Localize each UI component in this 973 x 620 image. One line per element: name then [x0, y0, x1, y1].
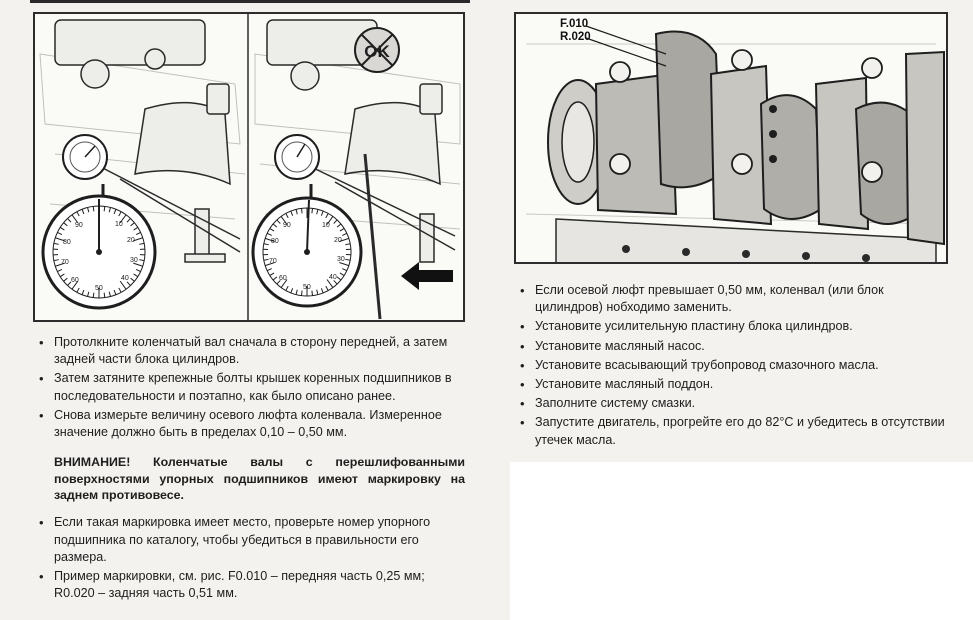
dial-tick	[93, 293, 94, 298]
dial-b-label-80: 80	[271, 238, 279, 245]
dial-a-label-20: 20	[127, 237, 135, 244]
dial-a-label-50: 50	[95, 285, 103, 292]
dial-tick	[312, 208, 313, 213]
dial-a-label-90: 90	[75, 222, 83, 229]
dial-b-label-60: 60	[279, 275, 287, 282]
bullet-fill-lubrication: • Заполните систему смазки.	[514, 395, 948, 412]
dial-a-label-60: 60	[71, 277, 79, 284]
blank-region	[510, 462, 973, 620]
bullet-marking-example: • Пример маркировки, см. рис. F0.010 – передняя часть 0,25 мм; R0.020 – задняя часть 0,51 мм.	[33, 568, 465, 602]
ok-stamp-label: OK	[364, 42, 390, 61]
warning-note: ВНИМАНИЕ! Коленчатые валы с перешлифованными поверхностями упорных подшипников имеют маркировку на заднем противовесе.	[54, 455, 465, 503]
top-rule	[30, 0, 470, 3]
dial-a-label-10: 10	[115, 221, 123, 228]
dial-b-label-50: 50	[303, 284, 311, 291]
bullet-install-oil-pump: • Установите масляный насос.	[514, 338, 948, 355]
dial-tick	[312, 291, 313, 296]
bullet-push-crankshaft: • Протолкните коленчатый вал сначала в сторону передней, а затем задней части блока цилиндров.	[33, 334, 465, 368]
bullet-start-engine: • Запустите двигатель, прогрейте его до 82°C и убедитесь в отсутствии утечек масла.	[514, 414, 948, 448]
bullet-tighten-bolts: • Затем затяните крепежные болты крышек коренных подшипников в последовательности и поэтапно, как было описано ранее.	[33, 370, 465, 404]
crankshaft-illustration	[516, 14, 948, 264]
bullet-install-suction-pipe: • Установите всасывающий трубопровод смазочного масла.	[514, 357, 948, 374]
dial-a-label-30: 30	[130, 257, 138, 264]
dial-a-label-70: 70	[61, 259, 69, 266]
bullet-install-plate: • Установите усилительную пластину блока цилиндров.	[514, 318, 948, 335]
dial-tick	[104, 293, 105, 298]
bullet-measure-endplay: • Снова измерьте величину осевого люфта коленвала. Измеренное значение должно быть в пределах 0,10 – 0,50 мм.	[33, 407, 465, 441]
bullet-check-catalog: • Если такая маркировка имеет место, проверьте номер упорного подшипника по каталогу, чтобы убедиться в правильности его размера.	[33, 514, 465, 566]
dial-b-label-90: 90	[283, 222, 291, 229]
small-dial-right-icon	[275, 135, 319, 179]
dial-a-label-40: 40	[121, 275, 129, 282]
dial-tick	[93, 206, 94, 211]
dial-tick	[301, 208, 302, 213]
dial-b-label-70: 70	[269, 258, 277, 265]
push-arrow-left-icon	[401, 262, 453, 290]
callout-front-marking: F.010	[560, 18, 589, 30]
bullet-install-oil-pan: • Установите масляный поддон.	[514, 376, 948, 393]
dial-tick	[104, 206, 105, 211]
dial-tick	[301, 291, 302, 296]
bullet-replace-crankshaft: • Если осевой люфт превышает 0,50 мм, коленвал (или блок цилиндров) нобходимо заменить.	[514, 282, 948, 316]
dial-indicator-illustration	[35, 14, 465, 322]
right-bullet-list	[514, 282, 948, 449]
dial-a-label-80: 80	[63, 239, 71, 246]
dial-b-label-20: 20	[334, 237, 342, 244]
crankshaft-marking-figure	[514, 12, 948, 264]
dial-indicator-figure	[33, 12, 465, 322]
small-dial-left-icon	[63, 135, 107, 179]
left-text-column	[33, 334, 465, 604]
callout-rear-marking: R.020	[560, 31, 591, 43]
dial-b-label-10: 10	[322, 222, 330, 229]
right-text-column	[514, 282, 948, 451]
dial-b-label-30: 30	[337, 256, 345, 263]
left-bullet-list-bottom	[33, 514, 465, 602]
dial-b-label-40: 40	[329, 274, 337, 281]
left-bullet-list-top	[33, 334, 465, 441]
